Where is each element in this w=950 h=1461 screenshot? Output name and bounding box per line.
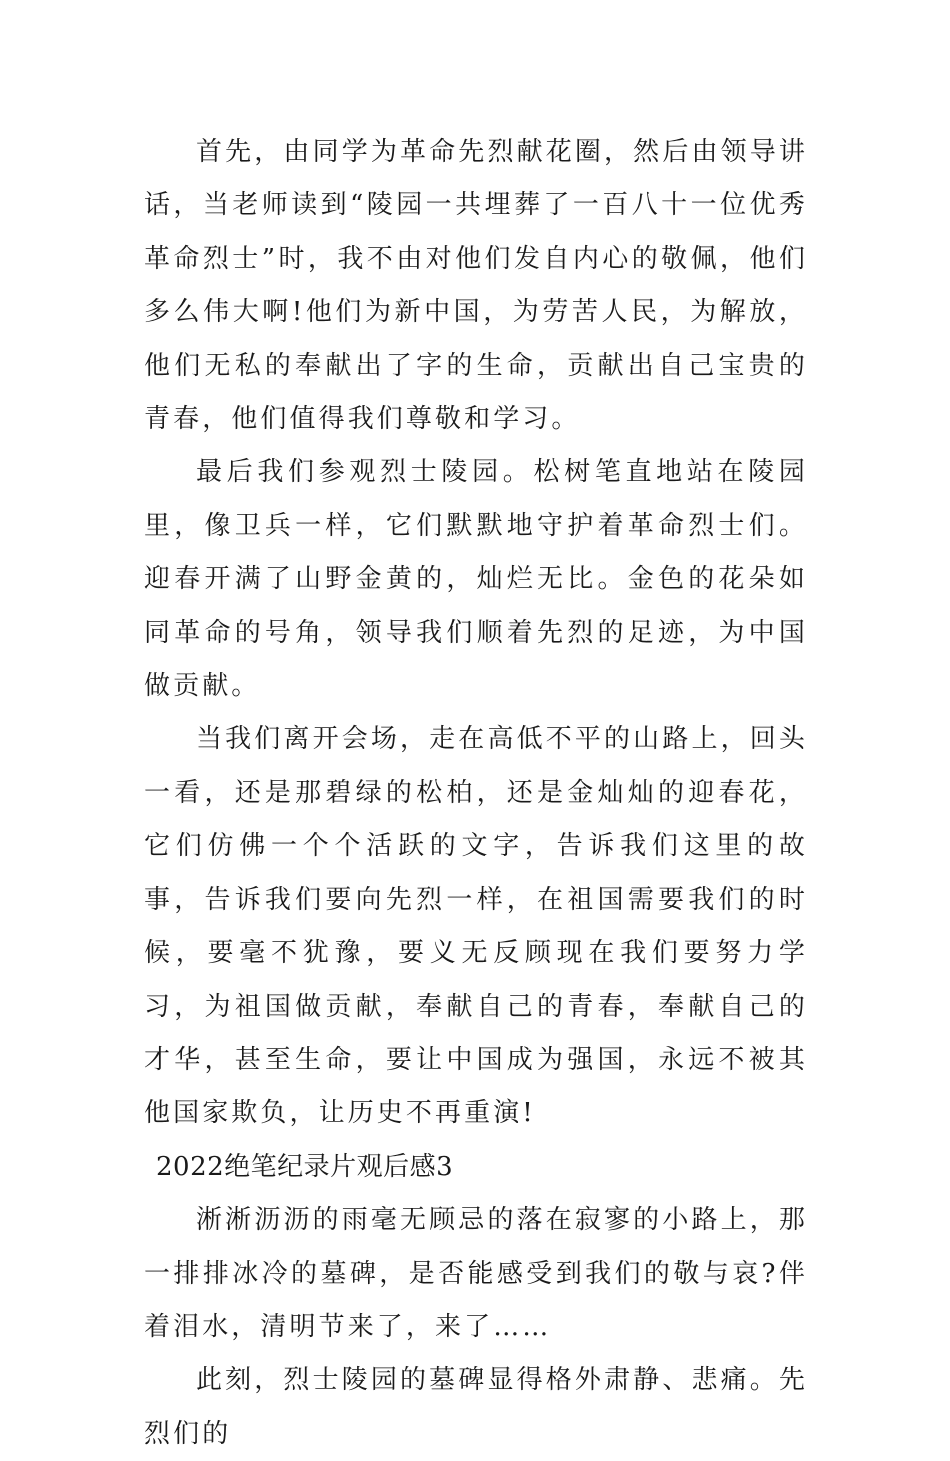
paragraph-cemetery-visit: 最后我们参观烈士陵园。松树笔直地站在陵园里，像卫兵一样，它们默默地守护着革命烈士们。迎春开满了山野金黄的，灿烂无比。金色的花朵如同革命的号角，领导我们顺着先烈的足迹，为中国做贡献。 bbox=[144, 457, 808, 702]
paragraph-leaving-venue: 当我们离开会场，走在高低不平的山路上，回头一看，还是那碧绿的松柏，还是金灿灿的迎春花，它们仿佛一个个活跃的文字，告诉我们这里的故事，告诉我们要向先烈一样，在祖国需要我们的时候，要毫不犹豫，要义无反顾现在我们要努力学习，为祖国做贡献，奉献自己的青春，奉献自己的才华，甚至生命，要让中国成为强国，永远不被其他国家欺负，让历史不再重演! bbox=[144, 724, 808, 1129]
paragraph-rain: 淅淅沥沥的雨毫无顾忌的落在寂寥的小路上，那一排排冰冷的墓碑，是否能感受到我们的敬与哀?伴着泪水，清明节来了，来了…… bbox=[144, 1205, 808, 1342]
paragraph-wreath-ceremony: 首先，由同学为革命先烈献花圈，然后由领导讲话，当老师读到“陵园一共埋葬了一百八十一位优秀革命烈士”时，我不由对他们发自内心的敬佩，他们多么伟大啊!他们为新中国，为劳苦人民，为解放，他们无私的奉献出了字的生命，贡献出自己宝贵的青春，他们值得我们尊敬和学习。 bbox=[144, 137, 808, 435]
section-title: 2022绝笔纪录片观后感3 bbox=[156, 1151, 454, 1182]
paragraph-tombstones: 此刻，烈士陵园的墓碑显得格外肃静、悲痛。先烈们的 bbox=[144, 1365, 808, 1449]
document-body bbox=[144, 126, 808, 1461]
